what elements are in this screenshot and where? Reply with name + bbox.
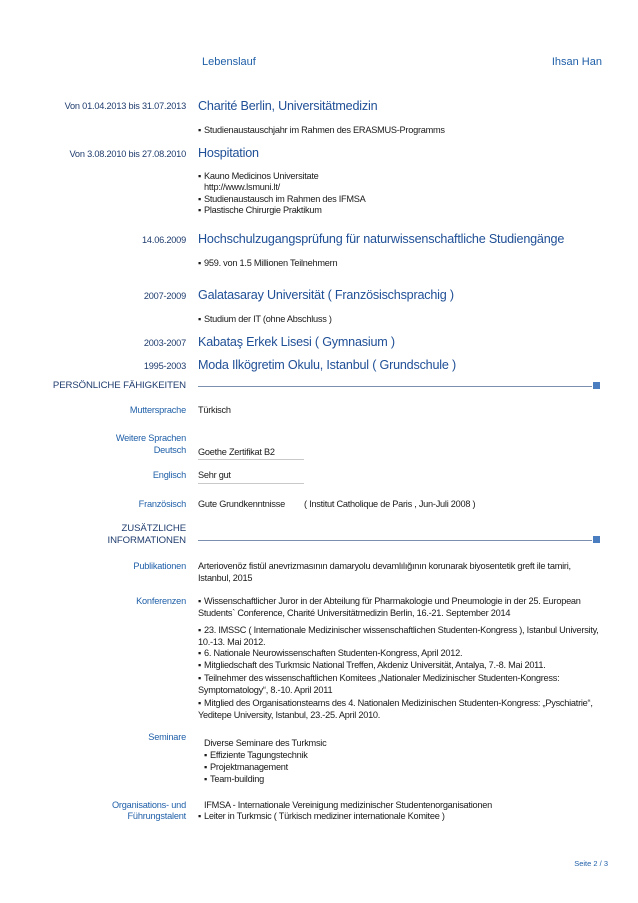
value-german: Goethe Zertifikat B2 (198, 447, 275, 457)
underline (198, 459, 304, 460)
list-item: ▪ Kauno Medicinos Universitate (198, 171, 319, 181)
list-item: ▪ 23. IMSSC ( Internationale Medizinischer wissenschaftlichen Studenten-Kongress ), Istanbul University, 10.-13. Mai 2012. (198, 625, 599, 647)
list-item: ▪ 959. von 1.5 Millionen Teilnehmern (198, 258, 338, 268)
list-item: ▪ Studienaustausch im Rahmen des IFMSA (198, 194, 366, 204)
list-item: ▪ Studienaustauschjahr im Rahmen des ERASMUS-Programms (198, 125, 445, 135)
section-marker (593, 382, 600, 389)
list-item: ▪ Effiziente Tagungstechnik (204, 750, 308, 760)
value-french: Gute Grundkenntnisse (198, 499, 285, 509)
value-publications: Arteriovenöz fistül anevrizmasının damaryolu devamlılığının korunarak biyosentetik greft ile tamiri, Istanbul, 2015 (198, 561, 571, 583)
date-exam: 14.06.2009 (142, 235, 186, 245)
title-galatasaray: Galatasaray Universität ( Französischsprachig ) (198, 288, 454, 302)
seminar-intro: Diverse Seminare des Turkmsic (204, 738, 327, 748)
list-item: ▪ Studium der IT (ohne Abschluss ) (198, 314, 332, 324)
date-galatasaray: 2007-2009 (143, 291, 186, 301)
section-rule (198, 386, 592, 387)
list-item: ▪ Teilnehmer des wissenschaftlichen Komitees „Nationaler Medizinischer Studenten-Kongress: Symptomatology“, 8.-10. April 2011 (198, 673, 560, 695)
section-heading-additional-1: ZUSÄTZLICHE (121, 523, 186, 534)
list-item: ▪ Mitgliedschaft des Turkmsic National Treffen, Akdeniz Universität, Antalya, 7.-8. Mai 2011. (198, 660, 546, 670)
date-moda: 1995-2003 (143, 361, 186, 371)
title-charite: Charité Berlin, Universitätmedizin (198, 99, 378, 113)
list-item: ▪ Wissenschaftlicher Juror in der Abteilung für Pharmakologie und Pneumologie in der 25. European Students` Conference, Charité Universitätmedizin Berlin, 16.-21. September 2014 (198, 596, 581, 618)
list-item: ▪ Team-building (204, 774, 264, 784)
title-hospitation: Hospitation (198, 146, 259, 160)
label-mother-tongue: Muttersprache (129, 405, 186, 415)
title-moda: Moda Ilkögretim Okulu, Istanbul ( Grundschule ) (198, 358, 456, 372)
date-hospitation: Von 3.08.2010 bis 27.08.2010 (69, 149, 186, 159)
date-charite: Von 01.04.2013 bis 31.07.2013 (64, 101, 186, 111)
section-marker (593, 536, 600, 543)
date-kabatas: 2003-2007 (143, 338, 186, 348)
title-kabatas: Kabataş Erkek Lisesi ( Gymnasium ) (198, 335, 395, 349)
underline (198, 483, 304, 484)
list-item: ▪ Mitglied des Organisationsteams des 4. Nationalen Medizinischen Studenten-Kongress: „Pyschiatrie“, Yeditepe University, Istanbul, 23.-25. April 2010. (198, 698, 593, 720)
label-organisation-2: Führungstalent (127, 811, 186, 821)
list-item: ▪ Projektmanagement (204, 762, 288, 772)
title-exam: Hochschulzugangsprüfung für naturwissenschaftliche Studiengänge (198, 232, 565, 246)
list-item: ▪ Plastische Chirurgie Praktikum (198, 205, 322, 215)
note-french: ( Institut Catholique de Paris , Jun-Juli 2008 ) (304, 499, 476, 509)
label-publications: Publikationen (133, 561, 186, 571)
section-heading-additional-2: INFORMATIONEN (107, 535, 186, 546)
link-text: http://www.lsmuni.lt/ (204, 182, 280, 192)
header-name: Ihsan Han (551, 56, 602, 68)
label-conferences: Konferenzen (136, 596, 186, 606)
page-number: Seite 2 / 3 (574, 859, 608, 868)
label-german: Deutsch (153, 445, 186, 455)
label-organisation-1: Organisations- und (111, 800, 186, 810)
document-title: Lebenslauf (202, 56, 256, 68)
section-heading-skills: PERSÖNLICHE FÄHIGKEITEN (52, 380, 186, 391)
value-english: Sehr gut (198, 470, 231, 480)
label-seminars: Seminare (148, 732, 186, 742)
value-organisation-1: IFMSA - Internationale Vereinigung medizinischer Studentenorganisationen (204, 800, 492, 810)
label-english: Englisch (152, 470, 186, 480)
label-other-languages: Weitere Sprachen (115, 433, 186, 443)
section-rule (198, 540, 592, 541)
list-item: ▪ 6. Nationale Neurowissenschaften Studenten-Kongress, April 2012. (198, 648, 463, 658)
label-french: Französisch (138, 499, 186, 509)
list-item: ▪ Leiter in Turkmsic ( Türkisch mediziner internationale Komitee ) (198, 811, 445, 821)
value-mother-tongue: Türkisch (198, 405, 231, 415)
